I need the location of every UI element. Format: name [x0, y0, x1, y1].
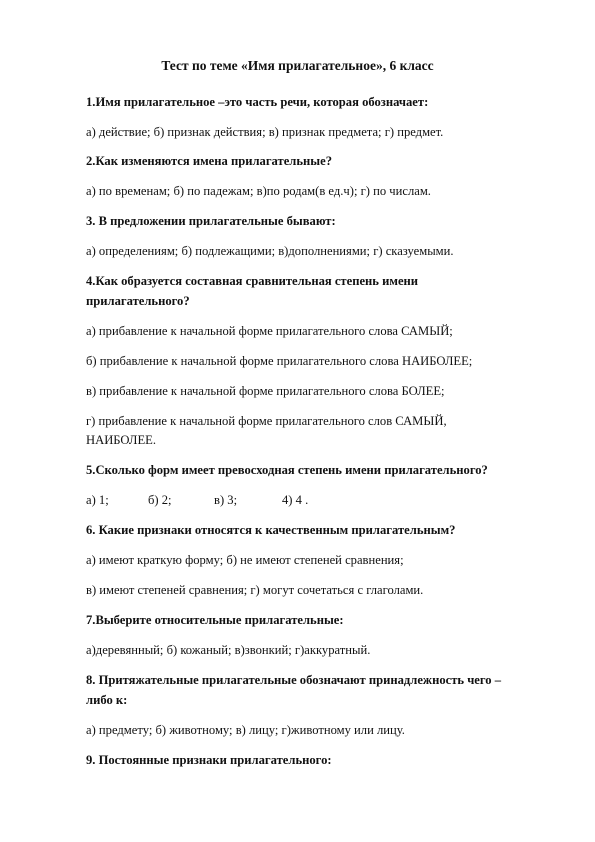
question-4-cont: прилагательного?: [86, 294, 190, 308]
page-title: Тест по теме «Имя прилагательное», 6 класс: [161, 58, 434, 73]
question-3: 3. В предложении прилагательные бывают:: [86, 214, 336, 228]
answer-5b: б) 2;: [148, 493, 172, 507]
answer-2: а) по временам; б) по падежам; в)по родам(в ед.ч); г) по числам.: [86, 184, 431, 198]
question-2: 2.Как изменяются имена прилагательные?: [86, 154, 333, 168]
question-6: 6. Какие признаки относятся к качественным прилагательным?: [86, 523, 456, 537]
answer-5d: 4) 4 .: [282, 493, 309, 507]
question-4: 4.Как образуется составная сравнительная степень имени: [86, 274, 419, 288]
answer-4c: в) прибавление к начальной форме прилагательного слова БОЛЕЕ;: [86, 384, 445, 398]
question-7: 7.Выберите относительные прилагательные:: [86, 613, 344, 627]
answer-4d: г) прибавление к начальной форме прилагательного слов САМЫЙ,: [86, 414, 447, 428]
answer-3: а) определениям; б) подлежащими; в)дополнениями; г) сказуемыми.: [86, 244, 454, 258]
answer-4d-cont: НАИБОЛЕЕ.: [86, 433, 156, 447]
answer-5a: а) 1;: [86, 493, 109, 507]
question-5: 5.Сколько форм имеет превосходная степень имени прилагательного?: [86, 463, 488, 477]
question-1: 1.Имя прилагательное –это часть речи, которая обозначает:: [86, 95, 429, 109]
answer-6a: а) имеют краткую форму; б) не имеют степеней сравнения;: [86, 553, 404, 567]
question-8: 8. Притяжательные прилагательные обозначают принадлежность чего –: [86, 673, 502, 687]
answer-8: а) предмету; б) животному; в) лицу; г)животному или лицу.: [86, 723, 405, 737]
question-8-cont: либо к:: [86, 693, 128, 707]
answer-5c: в) 3;: [214, 493, 238, 507]
answer-6b: в) имеют степеней сравнения; г) могут сочетаться с глаголами.: [86, 583, 424, 597]
answer-7: а)деревянный; б) кожаный; в)звонкий; г)аккуратный.: [86, 643, 371, 657]
answer-4a: а) прибавление к начальной форме прилагательного слова САМЫЙ;: [86, 324, 453, 338]
answer-5: [86, 492, 556, 508]
answer-4b: б) прибавление к начальной форме прилагательного слова НАИБОЛЕЕ;: [86, 354, 473, 368]
question-9: 9. Постоянные признаки прилагательного:: [86, 753, 332, 767]
answer-1: а) действие; б) признак действия; в) признак предмета; г) предмет.: [86, 125, 444, 139]
